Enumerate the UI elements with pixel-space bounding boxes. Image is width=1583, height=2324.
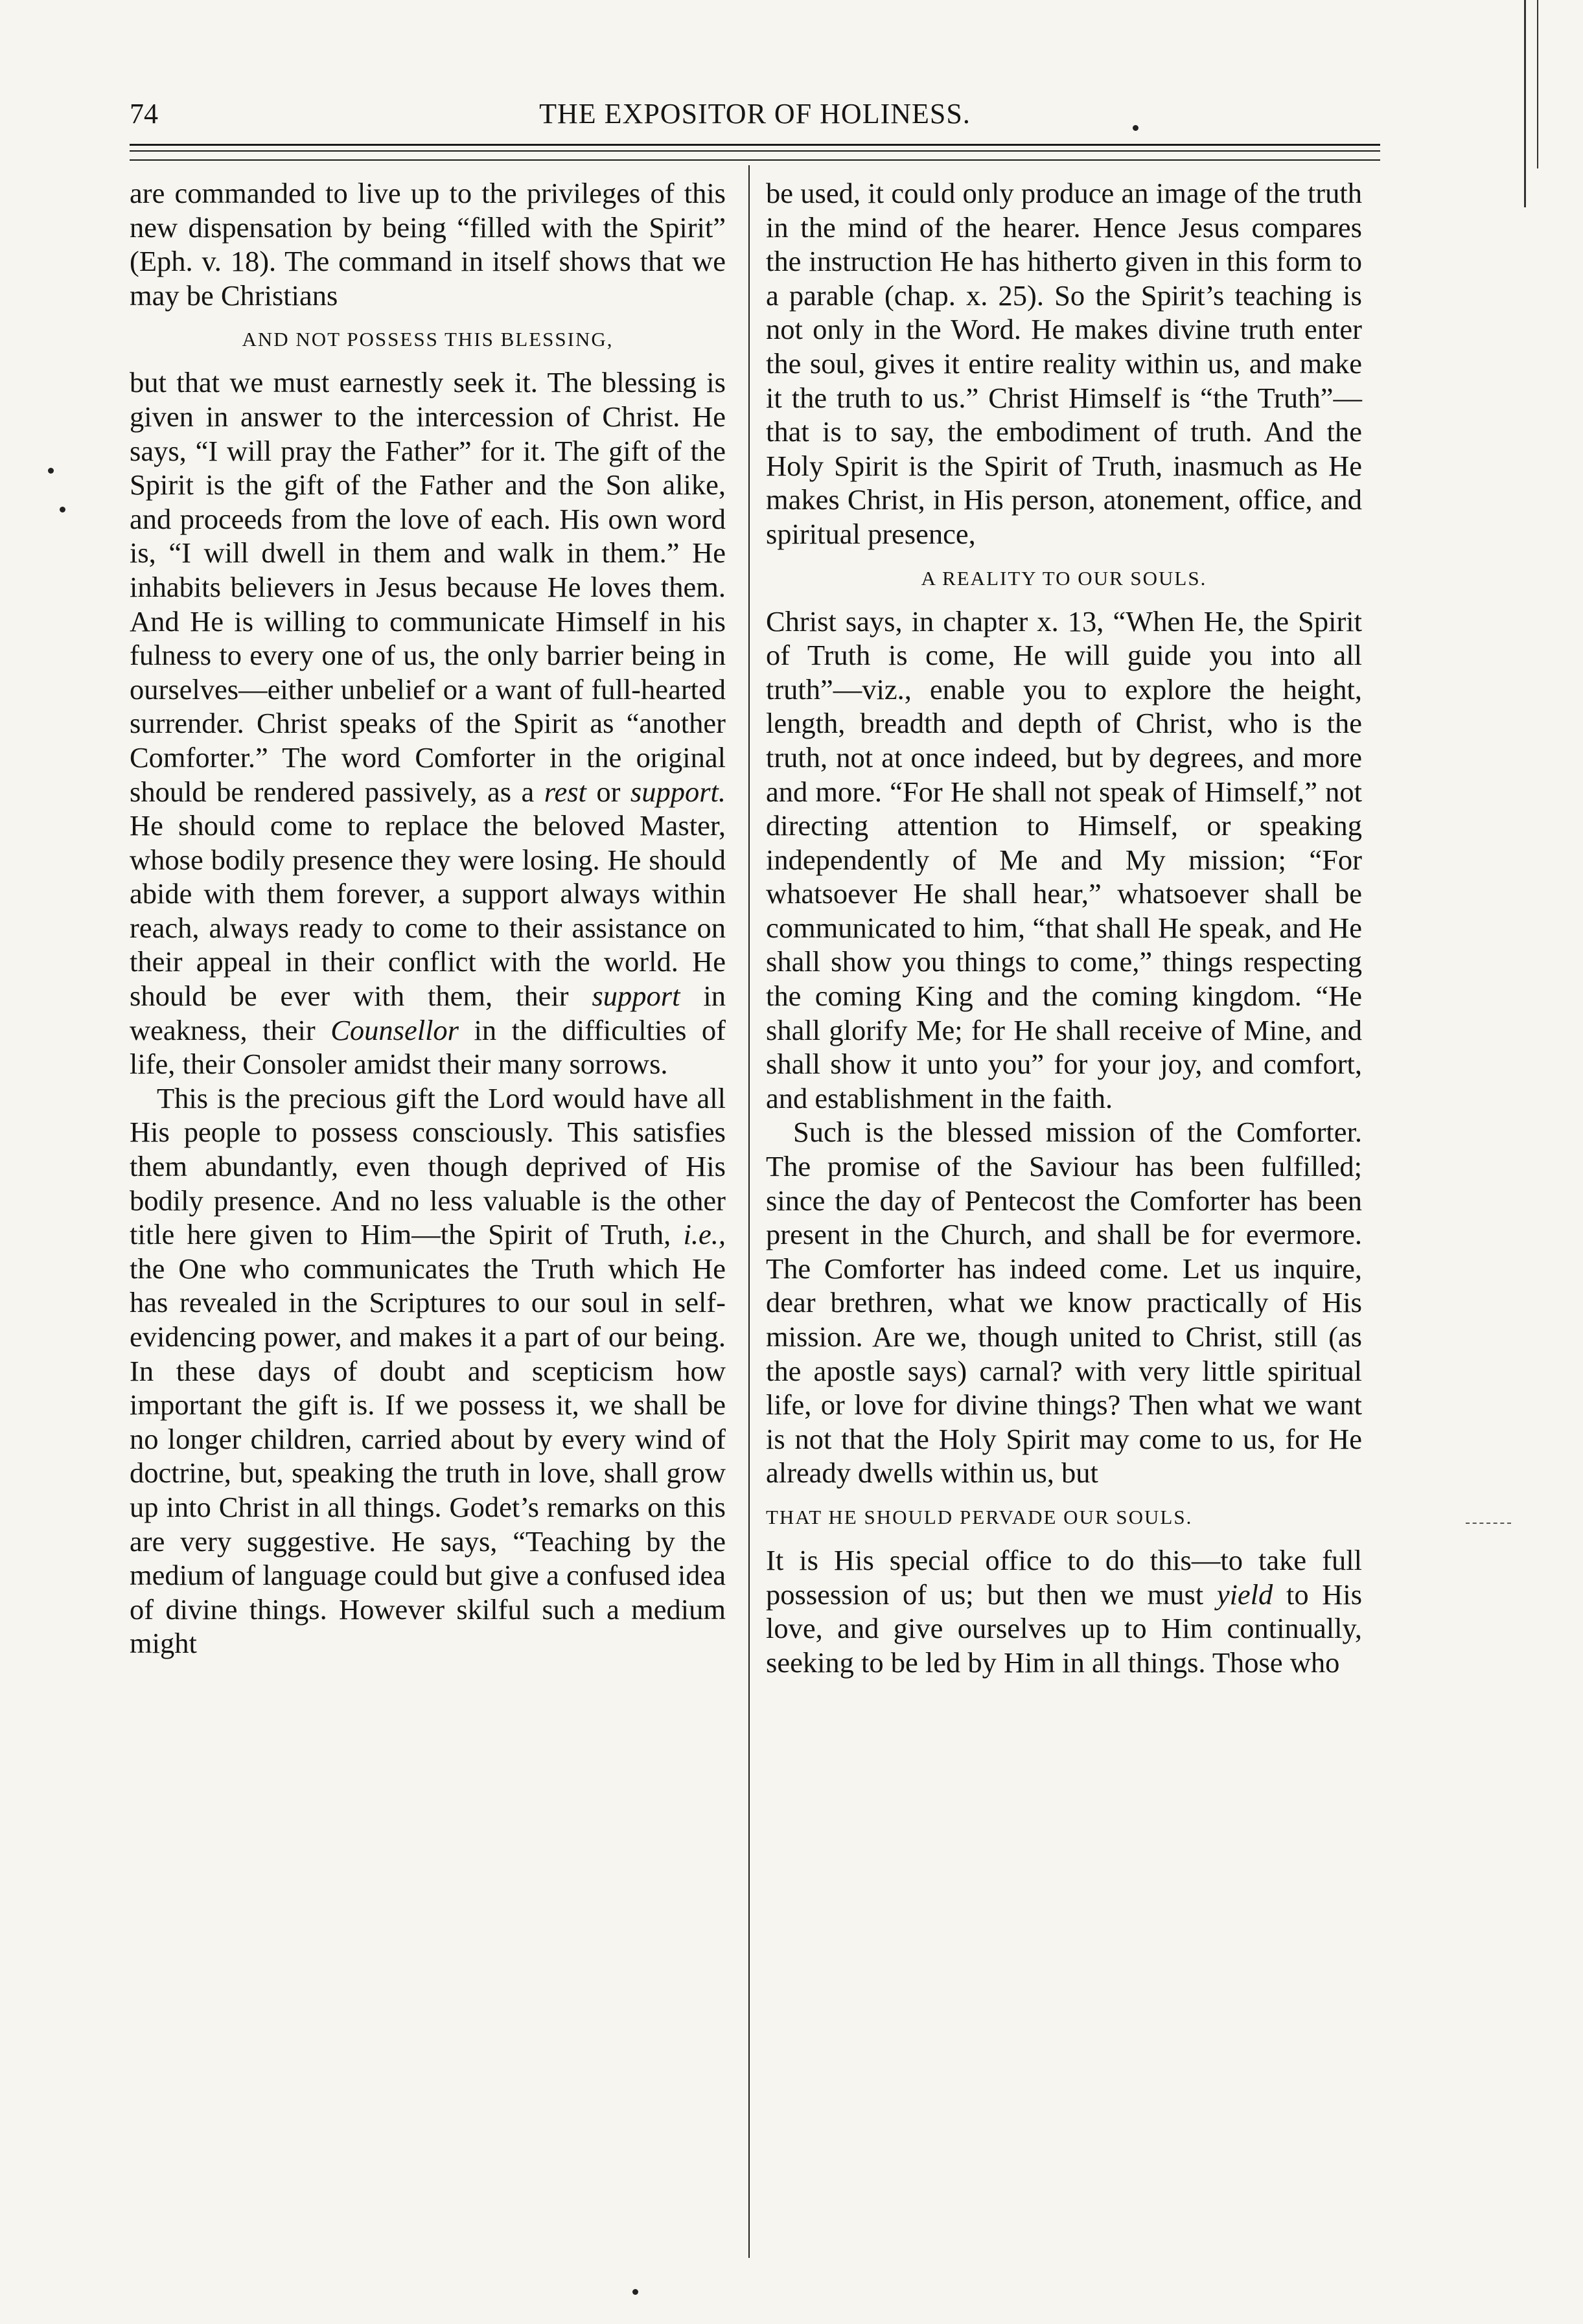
text-run: This is the precious gift the Lord would have all His people to possess consciously. This satisfies them abundantly, even though deprived of His bodily presence. And no less valuable is the other title here given to Him—the Spirit of Truth,: [130, 1081, 726, 1251]
text-run: It is His special office to do this—to take full possession of us; but then we must: [766, 1543, 1362, 1611]
right-column: [766, 176, 1362, 1679]
text-run: He should come to replace the beloved Master, whose bodily presence they were losing. He should abide with them forever, a support always within reach, always ready to come to their assistance on their appeal in their conflict with the world. He should be ever with them, their: [130, 809, 726, 1013]
margin-dot: [632, 2289, 638, 2295]
column-divider: [748, 165, 750, 2258]
header-rule: [130, 150, 1380, 152]
paragraph: [766, 1543, 1362, 1679]
text-run: the One who communicates the Truth which He has revealed in the Scriptures to our soul in self-evidencing power, and makes it a part of our being. In these days of doubt and scepticism how important the gift is. If we possess it, we shall be no longer children, carried about by every wind of doctrine, but, speaking the truth in love, shall grow up into Christ in all things. Godet’s remarks on this are very suggestive. He says, “Teaching by the medium of language could but give a confused idea of divine things. However skilful such a medium might: [130, 1252, 726, 1660]
header-rule: [130, 159, 1380, 161]
running-head: [130, 97, 1380, 136]
italic-word: yield: [1216, 1578, 1273, 1611]
margin-dot: [60, 507, 65, 512]
italic-word: rest: [544, 775, 586, 808]
text-run: or: [596, 775, 621, 808]
italic-word: i.e.,: [683, 1218, 726, 1251]
section-heading: THAT HE SHOULD PERVADE OUR SOULS.: [766, 1505, 1193, 1528]
italic-word: support.: [630, 775, 726, 808]
italic-word: support: [592, 980, 680, 1013]
paragraph: Such is the blessed mission of the Comforter. The promise of the Saviour has been fulfilled; since the day of Pentecost the Comforter has been present in the Church, and shall be for evermore. The Comforter has indeed come. Let us inquire, dear brethren, what we know practically of His mission. Are we, though united to Christ, still (as the apostle says) carnal? with very little spiritual life, or love for divine things? Then what we want is not that the Holy Spirit may come to us, for He already dwells within us, but: [766, 1116, 1362, 1490]
italic-word: Counsellor: [330, 1013, 459, 1046]
margin-dash: [1466, 1523, 1511, 1524]
paragraph: [130, 1081, 726, 1661]
scan-edge-line: [1537, 0, 1538, 168]
section-heading: A REALITY TO OUR SOULS.: [921, 566, 1207, 590]
margin-dot: [1133, 125, 1138, 131]
margin-dot: [48, 468, 54, 474]
text-run: in weakness, their: [130, 980, 726, 1046]
section-heading: AND NOT POSSESS THIS BLESSING,: [242, 328, 614, 351]
page-number: 74: [130, 98, 158, 130]
left-column: [130, 176, 726, 1661]
paragraph: [130, 365, 726, 1081]
paragraph: are commanded to live up to the privileges of this new dispensation by being “filled with the Spirit” (Eph. v. 18). The command in itself shows that we may be Christians: [130, 177, 726, 312]
paragraph: Christ says, in chapter x. 13, “When He, the Spirit of Truth is come, He will guide you into all truth”—viz., enable you to explore the height, length, breadth and depth of Christ, who is the truth, not at once indeed, but by degrees, and more and more. “For He shall not speak of Himself,” not directing attention to Himself, or speaking independently of Me and My mission; “For whatsoever He shall hear,” whatsoever shall be communicated to him, “that shall He speak, and He shall show you things to come,” things respecting the coming King and the coming kingdom. “He shall glorify Me; for He shall receive of Mine, and shall show it unto you” for your joy, and comfort, and establishment in the faith.: [766, 604, 1362, 1114]
header-rule: [130, 144, 1380, 146]
paragraph: be used, it could only produce an image of the truth in the mind of the hearer. Hence Jesus compares the instruction He has hitherto given in this form to a parable (chap. x. 25). So the Spirit’s teaching is not only in the Word. He makes divine truth enter the soul, gives it entire reality within us, and make it the truth to us.” Christ Himself is “the Truth”—that is to say, the embodiment of truth. And the Holy Spirit is the Spirit of Truth, inasmuch as He makes Christ, in His person, atonement, office, and spiritual presence,: [766, 177, 1362, 550]
text-run: in the difficulties of life, their Consoler amidst their many sorrows.: [130, 1013, 726, 1081]
scan-edge-line: [1524, 0, 1526, 207]
text-run: but that we must earnestly seek it. The blessing is given in answer to the intercession of Christ. He says, “I will pray the Father” for it. The gift of the Spirit is the gift of the Father and the Son alike, and proceeds from the love of each. His own word is, “I will dwell in them and walk in them.” He inhabits believers in Jesus because He loves them. And He is willing to communicate Himself in his fulness to every one of us, the only barrier being in ourselves—either unbelief or a want of full-hearted surrender. Christ speaks of the Spirit as “another Comforter.” The word Comforter in the original should be rendered passively, as a: [130, 366, 726, 808]
text-run: to His love, and give ourselves up to Him continually, seeking to be led by Him in all things. Those who: [766, 1578, 1363, 1679]
journal-title: THE EXPOSITOR OF HOLINESS.: [539, 98, 971, 130]
